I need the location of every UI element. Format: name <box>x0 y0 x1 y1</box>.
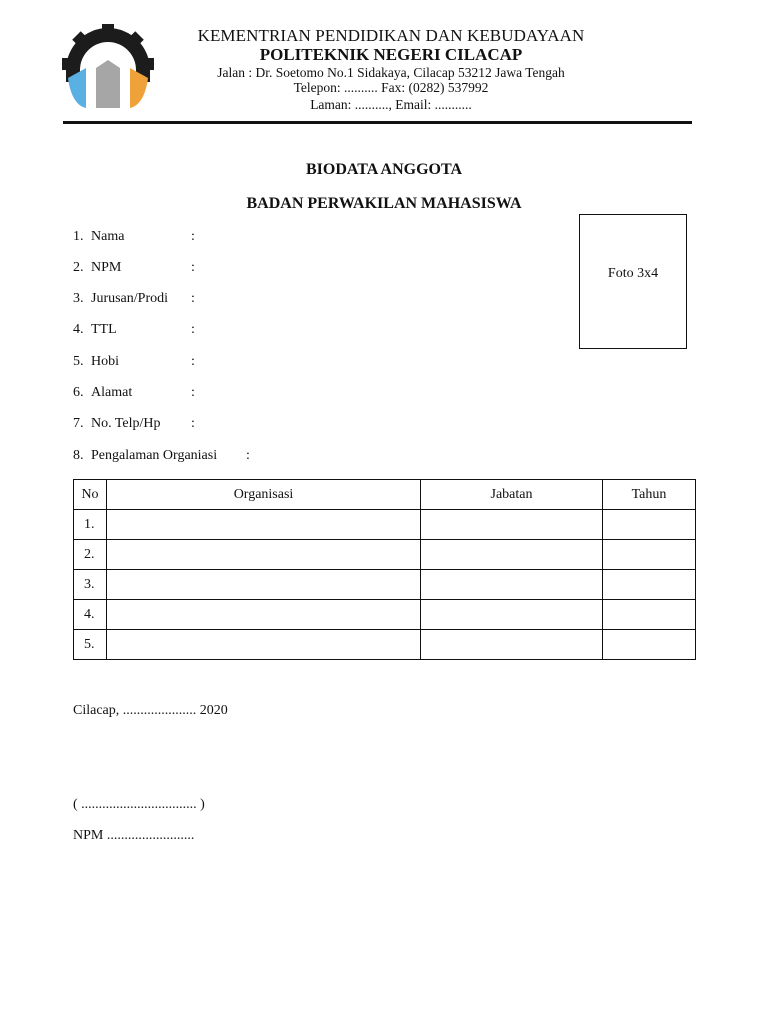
header-divider <box>63 121 692 124</box>
field-label: No. Telp/Hp <box>91 416 161 431</box>
cell-no: 1. <box>74 510 107 540</box>
field-number: 1. <box>73 229 84 244</box>
cell-no: 3. <box>74 570 107 600</box>
col-header-no: No <box>74 480 107 510</box>
col-header-tahun: Tahun <box>603 480 696 510</box>
cell-tahun <box>603 540 696 570</box>
photo-label: Foto 3x4 <box>607 266 659 281</box>
field-colon: : <box>191 229 195 244</box>
table-row <box>74 600 696 630</box>
field-number: 5. <box>73 354 84 369</box>
ministry-name: KEMENTRIAN PENDIDIKAN DAN KEBUDAYAAN <box>197 26 585 45</box>
field-colon: : <box>191 416 195 431</box>
cell-organisasi <box>107 600 421 630</box>
field-label: Nama <box>91 229 125 244</box>
signature-line: ( ................................. ) <box>73 797 205 812</box>
field-number: 4. <box>73 322 84 337</box>
field-label: Alamat <box>91 385 133 400</box>
photo-box <box>579 214 687 349</box>
cell-jabatan <box>421 630 603 660</box>
col-header-organisasi: Organisasi <box>107 480 421 510</box>
table-row <box>74 630 696 660</box>
cell-jabatan <box>421 540 603 570</box>
table-header-row <box>74 480 696 510</box>
field-colon: : <box>191 322 195 337</box>
field-colon: : <box>246 448 250 463</box>
cell-organisasi <box>107 540 421 570</box>
cell-jabatan <box>421 600 603 630</box>
phone-fax: Telepon: .......... Fax: (0282) 537992 <box>293 80 489 95</box>
cell-tahun <box>603 570 696 600</box>
cell-organisasi <box>107 630 421 660</box>
cell-jabatan <box>421 510 603 540</box>
address: Jalan : Dr. Soetomo No.1 Sidakaya, Cilacap 53212 Jawa Tengah <box>217 65 565 80</box>
field-number: 7. <box>73 416 84 431</box>
field-label: Jurusan/Prodi <box>91 291 168 306</box>
cell-jabatan <box>421 570 603 600</box>
field-label: TTL <box>91 322 117 337</box>
place-date: Cilacap, ..................... 2020 <box>73 703 228 718</box>
field-number: 2. <box>73 260 84 275</box>
polytechnic-logo <box>62 24 154 112</box>
table-row <box>74 510 696 540</box>
field-colon: : <box>191 354 195 369</box>
cell-tahun <box>603 600 696 630</box>
cell-organisasi <box>107 510 421 540</box>
table-row <box>74 540 696 570</box>
field-label: NPM <box>91 260 122 275</box>
institution-name: POLITEKNIK NEGERI CILACAP <box>259 45 523 64</box>
cell-organisasi <box>107 570 421 600</box>
field-colon: : <box>191 291 195 306</box>
field-number: 6. <box>73 385 84 400</box>
field-colon: : <box>191 260 195 275</box>
document-subtitle: BADAN PERWAKILAN MAHASISWA <box>246 195 522 212</box>
field-label: Pengalaman Organiasi <box>91 448 218 463</box>
field-colon: : <box>191 385 195 400</box>
web-email: Laman: .........., Email: ........... <box>310 97 472 112</box>
field-number: 8. <box>73 448 84 463</box>
document-title: BIODATA ANGGOTA <box>305 161 463 178</box>
cell-no: 4. <box>74 600 107 630</box>
field-label: Hobi <box>91 354 119 369</box>
cell-no: 2. <box>74 540 107 570</box>
cell-no: 5. <box>74 630 107 660</box>
table-row <box>74 570 696 600</box>
signature-npm: NPM ......................... <box>73 828 195 843</box>
cell-tahun <box>603 510 696 540</box>
organization-table <box>73 479 696 660</box>
field-number: 3. <box>73 291 84 306</box>
col-header-jabatan: Jabatan <box>421 480 603 510</box>
cell-tahun <box>603 630 696 660</box>
